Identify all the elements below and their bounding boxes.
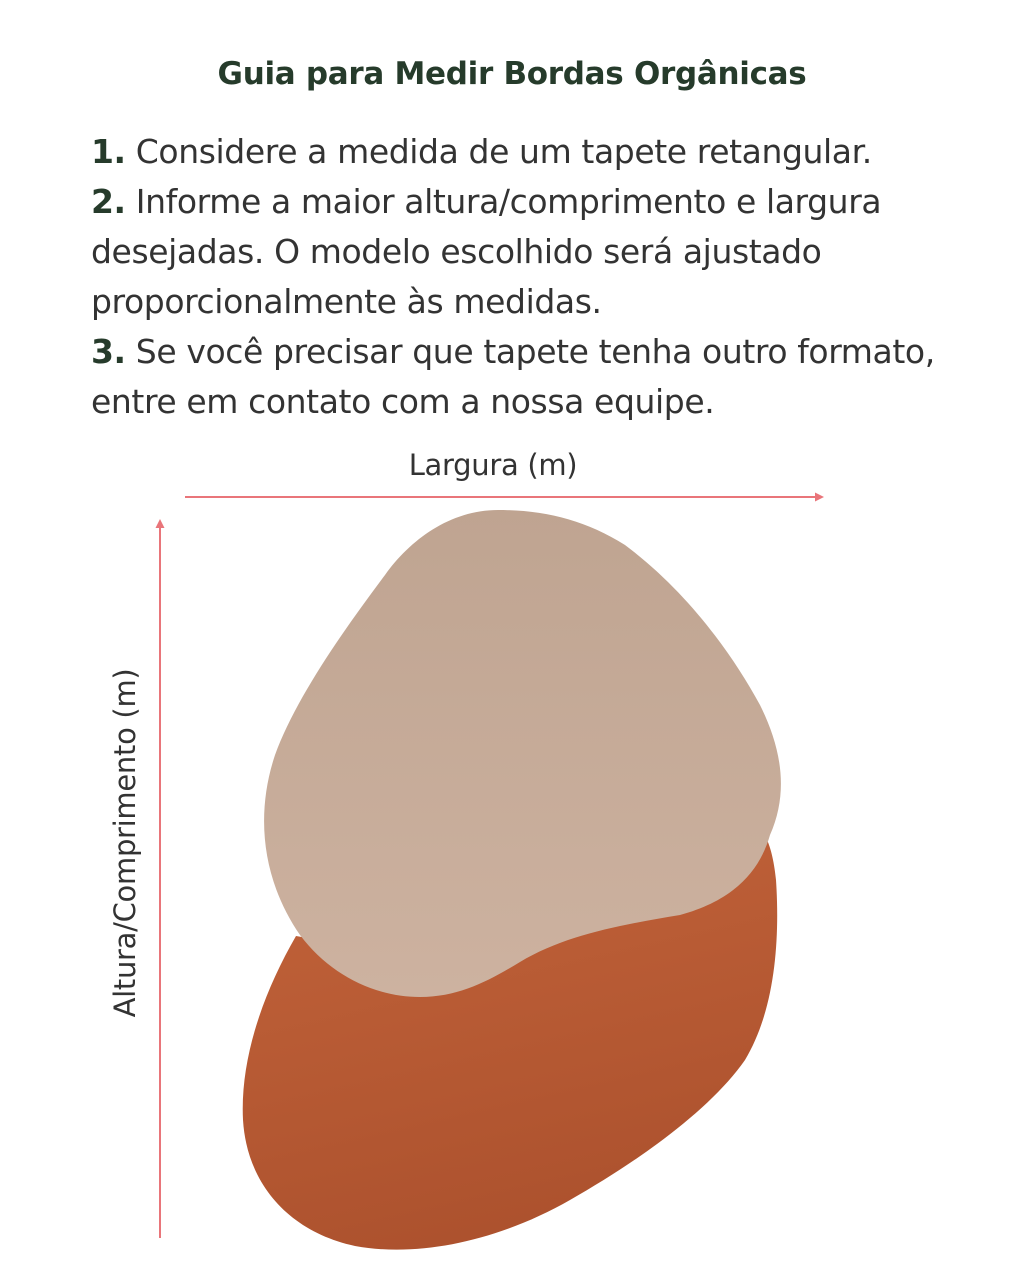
width-label: Largura (m) xyxy=(408,448,578,482)
step-2-text: Informe a maior altura/comprimento e largura desejadas. O modelo escolhido será ajustado proporcionalmente às medidas. xyxy=(91,182,882,321)
step-3-number: 3. xyxy=(91,332,126,371)
height-arrow-head xyxy=(156,519,165,528)
height-label: Altura/Comprimento (m) xyxy=(108,668,142,1018)
step-2-number: 2. xyxy=(91,182,126,221)
step-1-number: 1. xyxy=(91,132,126,171)
width-arrow xyxy=(185,493,824,502)
height-arrow xyxy=(156,519,165,1238)
page-title: Guia para Medir Bordas Orgânicas xyxy=(217,56,807,92)
step-1-text: Considere a medida de um tapete retangular. xyxy=(125,132,872,171)
width-arrow-head xyxy=(815,493,824,502)
step-3-text: Se você precisar que tapete tenha outro formato, entre em contato com a nossa equipe. xyxy=(91,332,935,421)
